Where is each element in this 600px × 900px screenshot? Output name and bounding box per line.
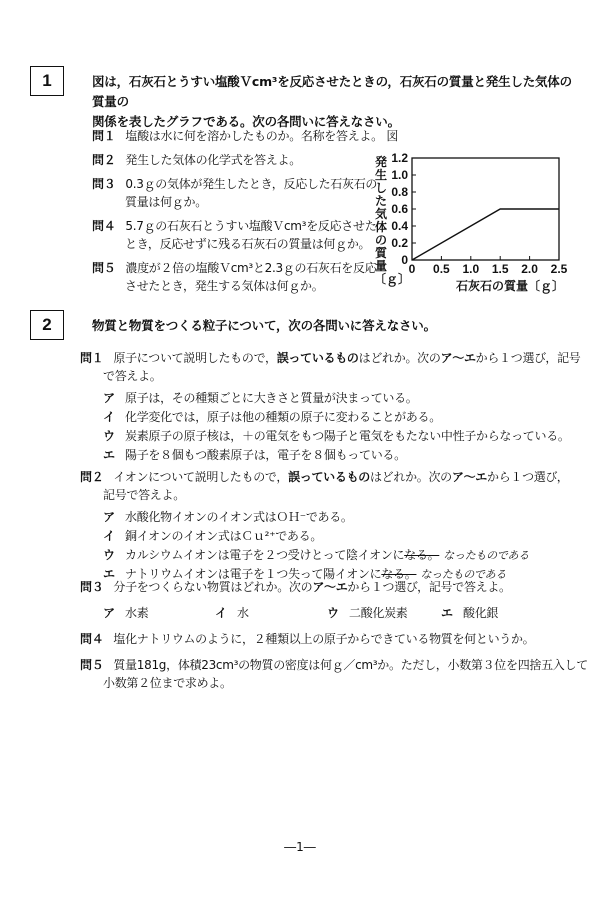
s2-question-2 (80, 468, 590, 504)
x-tick-label: 0.5 (433, 262, 450, 276)
question-label: 問５ (92, 261, 116, 275)
option-i (103, 408, 570, 427)
option-label: イ (215, 606, 227, 620)
y-tick-label: 0.4 (391, 219, 408, 233)
option-label: ウ (103, 548, 115, 562)
question-text: はどれか。次の (358, 351, 441, 365)
question-text: から１つ選び，記号で答えよ。 (347, 580, 511, 594)
s2-q2-options (103, 508, 529, 584)
question-emphasis: ア～エ (440, 351, 476, 365)
s1-question-2 (92, 151, 301, 169)
series-line (412, 209, 559, 260)
question-text-cont: で答えよ。 (103, 369, 162, 383)
s2-question-4 (80, 630, 534, 648)
option-text: 水素 (125, 606, 149, 620)
s2-q1-options (103, 389, 570, 465)
option-i (103, 527, 529, 546)
option-label: エ (441, 606, 453, 620)
y-tick-label: 0.2 (391, 236, 408, 250)
question-text-cont: させたとき，発生する気体は何ｇか。 (125, 279, 324, 293)
question-emphasis: 誤っているもの (288, 470, 370, 484)
question-label: 問５ (80, 658, 104, 672)
question-text: イオンについて説明したもので， (113, 470, 289, 484)
option-text: 陽子を８個もつ酸素原子は，電子を８個もっている。 (125, 448, 406, 462)
question-label: 問２ (92, 153, 116, 167)
y-tick-label: 0 (401, 253, 408, 267)
question-text: はどれか。次の (369, 470, 452, 484)
option-a (103, 508, 529, 527)
question-label: 問４ (80, 632, 104, 646)
question-text-cont: 質量は何ｇか。 (125, 195, 207, 209)
option-label: ア (103, 510, 115, 524)
handwritten-correction: なったものである (443, 549, 529, 562)
section-1-intro-line2: 関係を表したグラフである。次の各問いに答えなさい。 (92, 114, 400, 129)
x-tick-label: 1.0 (462, 262, 480, 276)
y-tick-label: 1.0 (391, 168, 408, 182)
question-text-cont: とき，反応せずに残る石灰石の質量は何ｇか。 (125, 237, 371, 251)
page-number: ―1― (284, 840, 316, 854)
y-tick-label: 0.6 (391, 202, 408, 216)
option-label: ア (103, 391, 115, 405)
question-label: 問２ (80, 470, 104, 484)
option-u (103, 427, 570, 446)
question-text: 塩化ナトリウムのように，２種類以上の原子からできている物質を何というか。 (113, 632, 535, 646)
question-emphasis: 誤っているもの (276, 351, 359, 365)
x-tick-label: 2.0 (521, 262, 538, 276)
question-text: 濃度が２倍の塩酸Ｖcm³と2.3ｇの石灰石を反応 (125, 261, 377, 275)
section-2-number: 2 (30, 310, 64, 340)
s2-question-5 (80, 656, 590, 692)
x-tick-label: 2.5 (550, 262, 568, 276)
question-text: 質量181g，体積23cm³の物質の密度は何ｇ／cm³か。ただし，小数第３位を四捨五入して (113, 658, 588, 672)
option-i (215, 604, 327, 623)
y-tick-label: 0.8 (391, 185, 408, 199)
option-text: 炭素原子の原子核は，＋の電気をもつ陽子と電気をもたない中性子からなっている。 (125, 429, 570, 443)
option-label: エ (103, 567, 115, 581)
gas-mass-chart (386, 150, 576, 295)
option-label: エ (103, 448, 115, 462)
option-label: ウ (103, 429, 115, 443)
question-text: 塩酸は水に何を溶かしたものか。名称を答えよ。 図 (125, 129, 399, 143)
option-text: 二酸化炭素 (349, 606, 408, 620)
x-tick-label: 0 (408, 262, 416, 276)
chart-xlabel: 石灰石の質量〔ｇ〕 (455, 279, 565, 293)
question-label: 問４ (92, 219, 116, 233)
option-text: 銅イオンのイオン式はＣｕ²⁺である。 (125, 529, 323, 543)
s1-question-4 (92, 217, 376, 253)
section-1-intro (92, 72, 582, 132)
question-label: 問３ (92, 177, 116, 191)
s1-question-5 (92, 259, 376, 295)
section-1-number: 1 (30, 66, 64, 96)
handwritten-correction: なったものである (420, 568, 507, 581)
section-1-intro-line1: 図は，石灰石とうすい塩酸Ｖcm³を反応させたときの，石灰石の質量と発生した気体の質量の (92, 74, 572, 109)
struck-text: なる。 (381, 567, 417, 581)
question-text-cont: 小数第２位まで求めよ。 (103, 676, 232, 690)
question-label: 問１ (80, 351, 104, 365)
question-text: 0.3ｇの気体が発生したとき，反応した石灰石の (125, 177, 378, 191)
y-tick-label: 1.2 (391, 151, 408, 165)
s2-q3-options (103, 604, 563, 623)
option-text: 酸化銀 (463, 606, 499, 620)
option-text: 化学変化では，原子は他の種類の原子に変わることがある。 (125, 410, 441, 424)
option-label: イ (103, 410, 115, 424)
question-emphasis: ア～エ (451, 470, 487, 484)
s2-question-1 (80, 349, 590, 385)
s1-question-1 (92, 127, 398, 145)
question-text: 原子について説明したもので， (113, 351, 277, 365)
question-text: から１つ選び，記号 (475, 351, 581, 365)
option-e (103, 446, 570, 465)
question-emphasis: ア～エ (312, 580, 348, 594)
option-a (103, 604, 215, 623)
question-text: から１つ選び， (487, 470, 569, 484)
option-u (327, 604, 441, 623)
option-text: 原子は，その種類ごとに大きさと質量が決まっている。 (125, 391, 418, 405)
struck-text: なる。 (404, 548, 440, 562)
option-text: 水 (237, 606, 249, 620)
question-text-cont: 記号で答えよ。 (103, 488, 185, 502)
option-label: ウ (327, 606, 339, 620)
s2-question-3 (80, 578, 511, 596)
question-text: 5.7ｇの石灰石とうすい塩酸Ｖcm³を反応させた (125, 219, 377, 233)
option-label: ア (103, 606, 115, 620)
option-text: カルシウムイオンは電子を２つ受けとって陰イオンに (125, 548, 405, 562)
section-2-intro: 物質と物質をつくる粒子について，次の各問いに答えなさい。 (92, 318, 436, 333)
s1-question-3 (92, 175, 377, 211)
option-u (103, 546, 529, 565)
question-label: 問１ (92, 129, 116, 143)
option-e (441, 604, 498, 623)
question-text: 分子をつくらない物質はどれか。次の (113, 580, 313, 594)
option-label: イ (103, 529, 115, 543)
question-text: 発生した気体の化学式を答えよ。 (125, 153, 301, 167)
chart-ylabel: 発生した気体の質量〔ｇ〕 (374, 155, 411, 286)
x-tick-label: 1.5 (491, 262, 509, 276)
question-label: 問３ (80, 580, 104, 594)
option-text: 水酸化物イオンのイオン式はＯＨ⁻である。 (125, 510, 353, 524)
option-text: ナトリウムイオンは電子を１つ失って陽イオンに (125, 567, 382, 581)
option-a (103, 389, 570, 408)
